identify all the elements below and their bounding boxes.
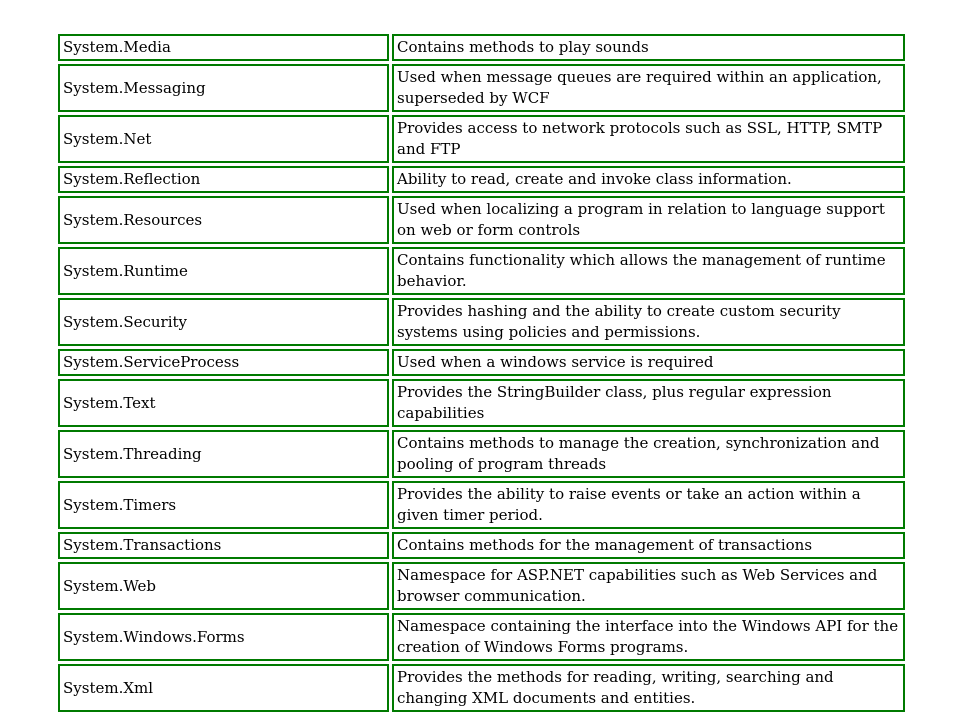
- table-row: [58, 430, 905, 478]
- description-cell: Used when a windows service is required: [392, 349, 905, 376]
- table-row: [58, 349, 905, 376]
- namespace-cell: System.Resources: [58, 196, 389, 244]
- description-cell: Used when localizing a program in relation to language support on web or form controls: [392, 196, 905, 244]
- description-cell: Namespace for ASP.NET capabilities such as Web Services and browser communication.: [392, 562, 905, 610]
- namespace-table: [55, 31, 908, 715]
- description-cell: Ability to read, create and invoke class information.: [392, 166, 905, 193]
- namespace-cell: System.Timers: [58, 481, 389, 529]
- table-row: [58, 613, 905, 661]
- namespace-cell: System.Security: [58, 298, 389, 346]
- namespace-cell: System.Text: [58, 379, 389, 427]
- table-row: [58, 379, 905, 427]
- table-row: [58, 481, 905, 529]
- table-row: [58, 34, 905, 61]
- description-cell: Provides the methods for reading, writing, searching and changing XML documents and entities.: [392, 664, 905, 712]
- namespace-cell: System.Xml: [58, 664, 389, 712]
- namespace-cell: System.Windows.Forms: [58, 613, 389, 661]
- description-cell: Namespace containing the interface into the Windows API for the creation of Windows Forms programs.: [392, 613, 905, 661]
- description-cell: Contains methods for the management of transactions: [392, 532, 905, 559]
- namespace-cell: System.Web: [58, 562, 389, 610]
- namespace-cell: System.ServiceProcess: [58, 349, 389, 376]
- description-cell: Contains methods to play sounds: [392, 34, 905, 61]
- table-row: [58, 166, 905, 193]
- description-cell: Provides hashing and the ability to create custom security systems using policies and permissions.: [392, 298, 905, 346]
- table-row: [58, 64, 905, 112]
- namespace-cell: System.Net: [58, 115, 389, 163]
- description-cell: Contains functionality which allows the management of runtime behavior.: [392, 247, 905, 295]
- namespace-table-body: [58, 34, 905, 712]
- description-cell: Provides the StringBuilder class, plus regular expression capabilities: [392, 379, 905, 427]
- description-cell: Provides the ability to raise events or take an action within a given timer period.: [392, 481, 905, 529]
- namespace-cell: System.Reflection: [58, 166, 389, 193]
- table-row: [58, 196, 905, 244]
- namespace-cell: System.Media: [58, 34, 389, 61]
- namespace-cell: System.Messaging: [58, 64, 389, 112]
- table-row: [58, 298, 905, 346]
- table-row: [58, 247, 905, 295]
- table-row: [58, 664, 905, 712]
- table-row: [58, 532, 905, 559]
- description-cell: Contains methods to manage the creation, synchronization and pooling of program threads: [392, 430, 905, 478]
- namespace-cell: System.Runtime: [58, 247, 389, 295]
- namespace-cell: System.Transactions: [58, 532, 389, 559]
- table-row: [58, 562, 905, 610]
- namespace-cell: System.Threading: [58, 430, 389, 478]
- description-cell: Used when message queues are required within an application, superseded by WCF: [392, 64, 905, 112]
- description-cell: Provides access to network protocols such as SSL, HTTP, SMTP and FTP: [392, 115, 905, 163]
- table-row: [58, 115, 905, 163]
